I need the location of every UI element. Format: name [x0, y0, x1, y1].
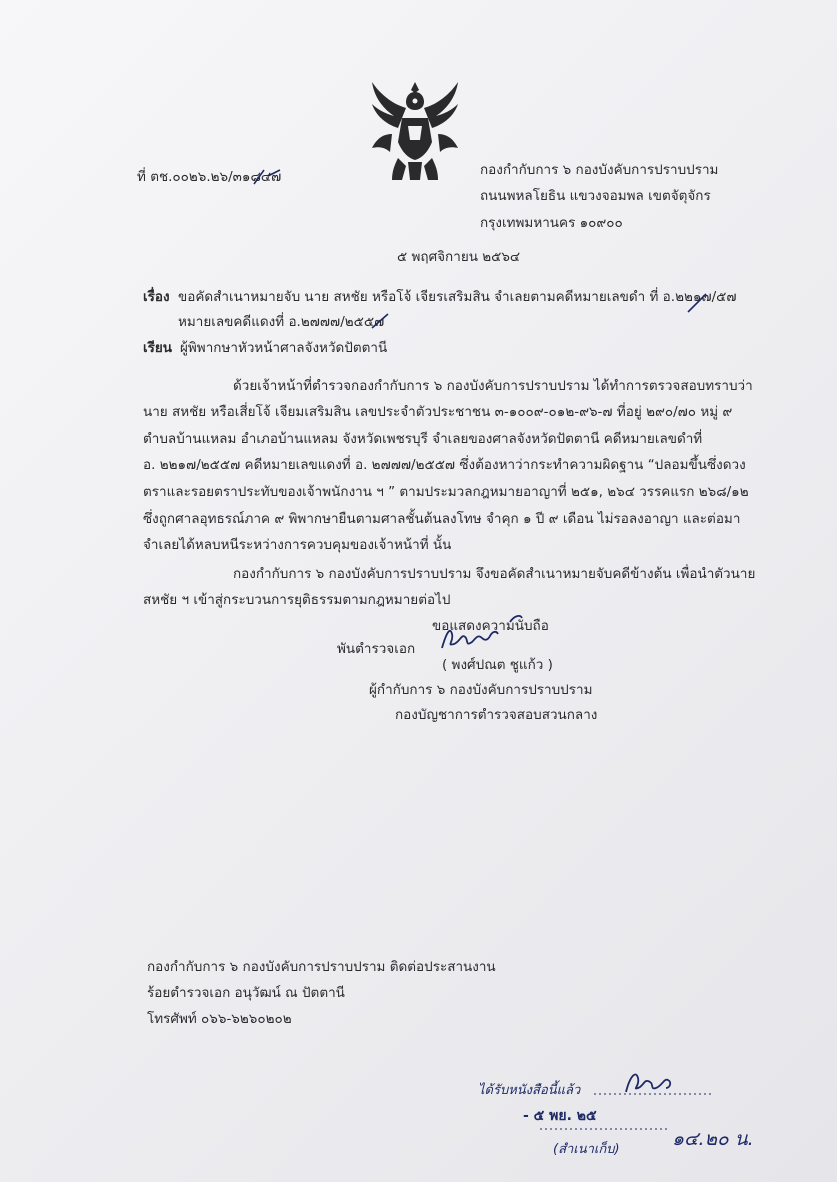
contact-line-1: กองกำกับการ ๖ กองบังคับการปราบปราม ติดต่อประสานงาน: [147, 959, 496, 975]
body-paragraph-1-line: ด้วยเจ้าหน้าที่ตำรวจกองกำกับการ ๖ กองบังคับการปราบปราม ได้ทำการตรวจสอบทราบว่า: [233, 378, 753, 394]
body-paragraph-1-line: ตำบลบ้านแหลม อำเภอบ้านแหลม จังหวัดเพชรบุรี จำเลยของศาลจังหวัดปัตตานี คดีหมายเลขดำที่: [143, 431, 703, 447]
body-paragraph-1-line: ตราและรอยตราประทับของเจ้าพนักงาน ฯ ” ตามประมวลกฎหมายอาญาที่ ๒๕๑, ๒๖๔ วรรคแรก ๒๖๘/๑๒: [143, 484, 749, 500]
contact-phone: โทรศัพท์ ๐๖๖-๖๒๖๐๒๐๒: [147, 1011, 292, 1027]
subject-line-1: ขอคัดสำเนาหมายจับ นาย สหชัย หรือโจ้ เจียรเสริมสิน จำเลยตามคดีหมายเลขดำ ที่ อ.๒๒๑๗/๕๗: [178, 289, 737, 305]
signer-title-2: กองบัญชาการตำรวจสอบสวนกลาง: [395, 707, 598, 723]
contact-line-2: ร้อยตำรวจเอก อนุวัฒน์ ณ ปัตตานี: [147, 985, 345, 1001]
receipt-time: ๑๔.๒๐ น.: [672, 1128, 754, 1150]
subject-line-2: หมายเลขคดีแดงที่ อ.๒๗๗๗/๒๕๕๗: [178, 314, 385, 330]
body-paragraph-2-line: กองกำกับการ ๖ กองบังคับการปราบปราม จึงขอคัดสำเนาหมายจับคดีข้างต้น เพื่อนำตัวนาย: [233, 566, 756, 582]
handwritten-mark-icon: [684, 288, 714, 318]
body-paragraph-1-line: ซึ่งถูกศาลอุทธรณ์ภาค ๙ พิพากษายืนตามศาลชั้นต้นลงโทษ จำคุก ๑ ปี ๙ เดือน ไม่รอลงอาญา และต่อมา: [143, 511, 741, 527]
handwritten-mark-icon: [368, 308, 394, 334]
reference-number: ที่ ตช.๐๐๒๖.๒๖/๓๑๘๔๗: [137, 169, 282, 185]
handwritten-initials-icon: [590, 1066, 720, 1100]
body-paragraph-1-line: นาย สหชัย หรือเสี่ยโจ้ เจียมเสริมสิน เลขประจำตัวประชาชน ๓-๑๐๐๙-๐๑๒-๙๖-๗ ที่อยู่ ๒๙๐/๗๐ หมู่ ๙: [143, 404, 733, 420]
receipt-stamp-received: ได้รับหนังสือนี้แล้ว: [478, 1083, 581, 1098]
handwritten-signature-icon: [434, 608, 554, 658]
office-address-line-2: ถนนพหลโยธิน แขวงจอมพล เขตจัตุจักร: [480, 188, 711, 204]
office-address-line-3: กรุงเทพมหานคร ๑๐๙๐๐: [480, 215, 623, 231]
body-paragraph-2-line: สหชัย ฯ เข้าสู่กระบวนการยุติธรรมตามกฎหมายต่อไป: [143, 592, 451, 608]
garuda-emblem-icon: [362, 78, 468, 186]
receipt-stamp-copy: (สำเนาเก็บ): [553, 1142, 620, 1157]
subject-label: เรื่อง: [143, 289, 170, 305]
letter-date: ๕ พฤศจิกายน ๒๕๖๔: [397, 249, 521, 265]
body-paragraph-1-line: อ. ๒๒๑๗/๒๕๕๗ คดีหมายเลขแดงที่ อ. ๒๗๗๗/๒๕๕๗ ซึ่งต้องหาว่ากระทำความผิดฐาน “ปลอมขึ้นซึ่งดวง: [143, 457, 746, 473]
office-address-line-1: กองกำกับการ ๖ กองบังคับการปราบปราม: [480, 162, 719, 178]
handwritten-mark-icon: [248, 166, 288, 190]
signer-rank: พันตำรวจเอก: [337, 641, 416, 657]
signer-name: ( พงศ์ปณต ชูแก้ว ): [442, 657, 553, 673]
closing-text: ขอแสดงความนับถือ: [432, 618, 549, 634]
body-paragraph-1-line: จำเลยได้หลบหนีระหว่างการควบคุมของเจ้าหน้าที่ นั้น: [143, 537, 452, 553]
dotted-line-icon: [540, 1126, 674, 1132]
receipt-stamp-date: - ๕ พย. ๒๕: [523, 1108, 597, 1124]
signer-title-1: ผู้กำกับการ ๖ กองบังคับการปราบปราม: [369, 682, 593, 698]
recipient-text: ผู้พิพากษาหัวหน้าศาลจังหวัดปัตตานี: [180, 340, 388, 356]
recipient-label: เรียน: [143, 340, 173, 356]
